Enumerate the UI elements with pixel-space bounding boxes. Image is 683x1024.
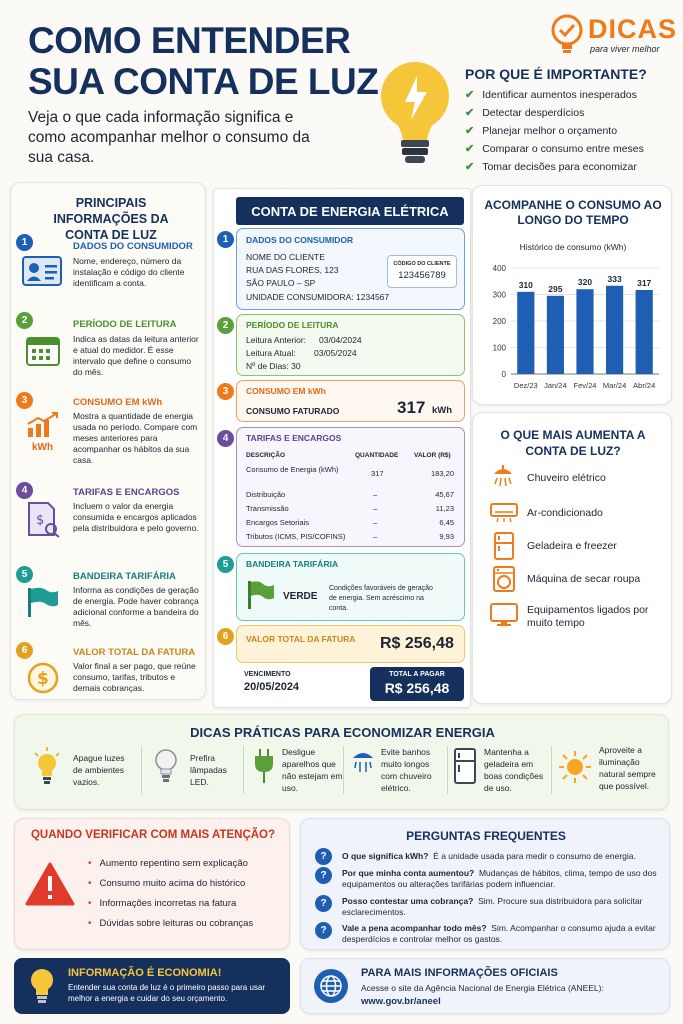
why-item: Planejar melhor o orçamento <box>482 124 618 137</box>
official-link[interactable]: www.gov.br/aneel <box>361 996 441 1007</box>
attention-item: Consumo muito acima do histórico <box>99 878 246 889</box>
prev-reading-label: Leitura Anterior: <box>246 335 307 345</box>
shower-icon <box>490 464 516 490</box>
info-item-text: Informa as condições de geração de energia. Pode haver cobrança adicional conforme a bandeira do mês. <box>73 585 199 628</box>
why-list <box>465 88 675 178</box>
question-icon: ? <box>315 922 332 939</box>
row-value: 11,23 <box>435 504 454 513</box>
section-title: TARIFAS E ENCARGOS <box>246 433 342 443</box>
tip-item: Mantenha a geladeira em boas condições de uso. <box>484 747 544 793</box>
x-tick-label: Fev/24 <box>573 381 597 390</box>
faq-question: Por que minha conta aumentou? <box>342 868 475 878</box>
brand-name: DICAS <box>588 14 678 44</box>
row-desc: Consumo de Energia (kWh) <box>246 465 339 474</box>
brand-tagline: para viver melhor <box>590 44 660 54</box>
faq-answer: Sim. Acompanhar o consumo ajuda a evitar desperdícios e controlar melhor os gastos. <box>342 923 656 944</box>
official-text: Acesse o site da Agência Nacional de Energia Elétrica (ANEEL): <box>361 983 604 993</box>
section-title: CONSUMO EM kWh <box>246 386 326 396</box>
info-item-1 <box>16 234 206 304</box>
client-city: SÃO PAULO – SP <box>246 278 316 288</box>
tip-item: Apague luzes de ambientes vazios. <box>73 753 125 787</box>
official-panel <box>300 958 670 1014</box>
row-value: 9,93 <box>439 532 454 541</box>
info-item-6 <box>16 642 206 702</box>
data-label: 317 <box>637 277 652 288</box>
increase-title: O QUE MAIS AUMENTA A CONTA DE LUZ? <box>500 428 646 458</box>
info-banner <box>14 958 290 1014</box>
calendar-icon <box>26 334 60 366</box>
bar <box>576 289 593 374</box>
info-item-title: BANDEIRA TARIFÁRIA <box>73 571 176 582</box>
consumption-bar-chart <box>477 256 669 396</box>
page-title <box>28 20 378 102</box>
increase-item: Equipamentos ligados por muito tempo <box>527 604 649 629</box>
billed-consumption-value: 317 <box>397 398 426 417</box>
faq-item <box>315 895 665 918</box>
total-to-pay-label: TOTAL A PAGAR <box>389 671 445 678</box>
info-item-2 <box>16 312 206 388</box>
reading-days: Nº de Dias: 30 <box>246 361 301 371</box>
title-line-2: SUA CONTA DE LUZ <box>28 61 379 102</box>
lightbulb-icon <box>375 58 455 170</box>
row-qty: – <box>373 504 378 513</box>
y-tick-label: 300 <box>492 290 506 300</box>
row-qty: – <box>373 490 378 499</box>
number-badge: 6 <box>16 642 33 659</box>
row-desc: Encargos Setoriais <box>246 518 309 527</box>
consumer-unit: UNIDADE CONSUMIDORA: 1234567 <box>246 292 390 302</box>
trend-chart-icon <box>26 412 60 438</box>
bar <box>606 286 623 374</box>
bill-consumer-section <box>236 228 465 310</box>
lightbulb-icon <box>28 966 56 1006</box>
billed-consumption-unit: kWh <box>432 405 453 416</box>
faq-item <box>315 867 665 890</box>
x-tick-label: Jan/24 <box>544 381 567 390</box>
table-row <box>246 532 458 543</box>
attention-item: Informações incorretas na fatura <box>99 898 237 909</box>
tip-item: Aproveite a iluminação natural sempre que possível. <box>599 745 656 791</box>
bill-reading-section <box>236 314 465 376</box>
client-code-label: CÓDIGO DO CLIENTE <box>393 261 451 267</box>
data-label: 295 <box>548 283 563 294</box>
row-desc: Distribuição <box>246 490 286 499</box>
number-badge: 5 <box>217 556 234 573</box>
bill-flag-section <box>236 553 465 621</box>
number-badge: 6 <box>217 628 234 645</box>
bar <box>517 292 534 374</box>
faq-answer: É a unidade usada para medir o consumo de energia. <box>433 851 636 861</box>
number-badge: 4 <box>16 482 33 499</box>
client-code-box <box>387 255 457 288</box>
tip-divider <box>551 746 552 794</box>
section-title: PERÍODO DE LEITURA <box>246 320 339 330</box>
attention-title: QUANDO VERIFICAR COM MAIS ATENÇÃO? <box>30 829 276 841</box>
section-title: BANDEIRA TARIFÁRIA <box>246 559 339 569</box>
number-badge: 2 <box>16 312 33 329</box>
increase-item: Chuveiro elétrico <box>527 472 606 484</box>
row-desc: Tributos (ICMS, PIS/COFINS) <box>246 532 346 541</box>
info-item-title: DADOS DO CONSUMIDOR <box>73 241 193 252</box>
shower-icon <box>350 748 376 780</box>
sun-icon <box>558 750 592 784</box>
curr-reading-date: 03/05/2024 <box>314 348 357 358</box>
col-description: DESCRIÇÃO <box>246 452 286 459</box>
faq-item <box>315 922 665 945</box>
bullet-icon: • <box>88 918 92 929</box>
faq-answer: Sim. Procure sua distribuidora para solicitar esclarecimentos. <box>342 896 643 917</box>
question-icon: ? <box>315 895 332 912</box>
bullet-icon: • <box>88 858 92 869</box>
tip-item: Desligue aparelhos que não estejam em uso. <box>282 747 343 793</box>
fridge-icon <box>454 748 476 784</box>
svg-text:$: $ <box>36 513 45 528</box>
row-value: 6,45 <box>439 518 454 527</box>
bullet-icon: • <box>88 878 92 889</box>
client-code: 123456789 <box>398 270 446 281</box>
x-tick-label: Dez/23 <box>513 381 538 390</box>
data-label: 333 <box>607 273 622 284</box>
info-banner-title: INFORMAÇÃO É ECONOMIA! <box>68 967 222 979</box>
increase-item: Ar-condicionado <box>527 507 603 519</box>
why-title: POR QUE É IMPORTANTE? <box>465 66 647 82</box>
total-to-pay-box <box>370 667 464 701</box>
warning-icon <box>25 862 75 906</box>
attention-item: Aumento repentino sem explicação <box>99 858 248 869</box>
why-item: Detectar desperdícios <box>482 106 585 119</box>
bill-consumption-section <box>236 380 465 422</box>
table-row <box>246 518 458 529</box>
info-banner-text: Entender sua conta de luz é o primeiro passo para usar melhor a energia e cuidar do seu orçamento. <box>68 983 266 1003</box>
info-item-text: Incluem o valor da energia consumida e encargos aplicados pela distribuidora e pelo governo. <box>73 501 199 533</box>
bar <box>547 296 564 374</box>
plug-icon <box>253 748 275 784</box>
monitor-icon <box>490 603 518 627</box>
data-label: 310 <box>518 279 533 290</box>
row-value: 45,67 <box>435 490 454 499</box>
history-title: ACOMPANHE O CONSUMO AO LONGO DO TEMPO <box>484 198 662 227</box>
lightbulb-check-icon <box>548 12 588 56</box>
question-icon: ? <box>315 848 332 865</box>
table-row <box>246 490 458 501</box>
faq-answer: Mudanças de hábitos, clima, tempo de uso dos equipamentos ou alterações tarifárias podem influenciar. <box>342 868 657 889</box>
tip-item: Prefira lâmpadas LED. <box>190 753 227 787</box>
row-qty: – <box>373 532 378 541</box>
y-tick-label: 0 <box>501 370 506 379</box>
table-row <box>246 465 458 485</box>
row-desc: Transmissão <box>246 504 289 513</box>
row-value: 183,20 <box>431 469 454 478</box>
chart-title: Histórico de consumo (kWh) <box>519 242 627 252</box>
kwh-icon-label: kWh <box>32 442 54 453</box>
why-item: Comparar o consumo entre meses <box>482 142 644 155</box>
info-item-title: CONSUMO EM kWh <box>73 397 163 408</box>
tips-title: DICAS PRÁTICAS PARA ECONOMIZAR ENERGIA <box>190 725 495 740</box>
bill-tariffs-section <box>236 427 465 547</box>
info-item-title: VALOR TOTAL DA FATURA <box>73 647 196 658</box>
number-badge: 3 <box>16 392 33 409</box>
data-label: 320 <box>577 277 593 288</box>
info-item-text: Nome, endereço, número da instalação e código do cliente identificam a conta. <box>73 256 185 288</box>
total-to-pay-value: R$ 256,48 <box>384 680 450 696</box>
check-icon: ✔ <box>465 143 475 155</box>
fridge-icon <box>494 532 514 560</box>
check-icon: ✔ <box>465 107 475 119</box>
prev-reading-date: 03/04/2024 <box>319 335 362 345</box>
due-date: 20/05/2024 <box>244 681 300 693</box>
info-item-5 <box>16 566 206 638</box>
led-bulb-icon <box>153 748 179 786</box>
number-badge: 3 <box>217 383 234 400</box>
info-item-text: Indica as datas da leitura anterior e atual do medidor. É esse intervalo que define o consumo do mês. <box>73 334 199 377</box>
info-item-text: Valor final a ser pago, que reúne consumo, tarifas, tributos e demais cobranças. <box>73 661 196 693</box>
check-icon: ✔ <box>465 89 475 101</box>
faq-question: Posso contestar uma cobrança? <box>342 896 474 906</box>
check-icon: ✔ <box>465 161 475 173</box>
flag-description: Condições favoráveis de geração de energia. Sem acréscimo na conta. <box>329 585 433 612</box>
info-item-4 <box>16 482 206 554</box>
number-badge: 5 <box>16 566 33 583</box>
check-icon: ✔ <box>465 125 475 137</box>
air-conditioner-icon <box>490 503 518 523</box>
table-row <box>246 504 458 515</box>
bullet-icon: • <box>88 898 92 909</box>
number-badge: 1 <box>217 231 234 248</box>
globe-icon <box>313 968 349 1004</box>
attention-item: Dúvidas sobre leituras ou cobranças <box>99 918 254 929</box>
section-title: DADOS DO CONSUMIDOR <box>246 235 354 245</box>
faq-title: PERGUNTAS FREQUENTES <box>406 829 566 843</box>
lightbulb-icon <box>32 746 62 786</box>
id-card-icon <box>22 256 62 286</box>
number-badge: 4 <box>217 430 234 447</box>
flag-color: VERDE <box>283 591 318 602</box>
info-item-title: PERÍODO DE LEITURA <box>73 319 177 330</box>
invoice-icon <box>26 502 60 538</box>
info-item-title: TARIFAS E ENCARGOS <box>73 487 180 498</box>
svg-text:$: $ <box>37 669 49 689</box>
x-tick-label: Abr/24 <box>633 381 656 390</box>
increase-item: Geladeira e freezer <box>527 540 617 552</box>
history-panel <box>472 185 672 405</box>
official-title: PARA MAIS INFORMAÇÕES OFICIAIS <box>361 967 558 979</box>
question-icon: ? <box>315 867 332 884</box>
section-title: VALOR TOTAL DA FATURA <box>246 634 356 644</box>
green-flag-icon <box>247 580 275 610</box>
y-tick-label: 200 <box>492 317 506 326</box>
client-street: RUA DAS FLORES, 123 <box>246 265 339 275</box>
faq-item <box>315 848 665 862</box>
y-tick-label: 100 <box>492 343 506 353</box>
curr-reading-label: Leitura Atual: <box>246 348 296 358</box>
why-item: Identificar aumentos inesperados <box>482 88 637 101</box>
row-qty: – <box>373 518 378 527</box>
flag-icon <box>26 586 60 618</box>
total-value: R$ 256,48 <box>380 635 454 652</box>
tip-item: Evite banhos muito longos com chuveiro elétrico. <box>381 747 432 793</box>
tip-divider <box>343 746 344 794</box>
main-info-title: PRINCIPAIS INFORMAÇÕES DA CONTA DE LUZ <box>53 196 169 242</box>
page-subtitle: Veja o que cada informação significa e como acompanhar melhor o consumo da sua casa. <box>28 109 310 166</box>
why-item: Tomar decisões para economizar <box>482 160 637 173</box>
attention-list <box>88 858 284 938</box>
bill-header: CONTA DE ENERGIA ELÉTRICA <box>236 197 464 225</box>
tip-divider <box>141 746 142 794</box>
col-value: VALOR (R$) <box>414 452 451 459</box>
bill-total-section <box>236 625 465 663</box>
number-badge: 1 <box>16 234 33 251</box>
title-line-1: COMO ENTENDER <box>28 20 351 61</box>
due-label: VENCIMENTO <box>244 671 291 678</box>
tip-divider <box>447 746 448 794</box>
billed-consumption-label: CONSUMO FATURADO <box>246 406 340 416</box>
y-tick-label: 400 <box>492 264 506 273</box>
info-item-text: Mostra a quantidade de energia usada no período. Compare com meses anteriores para acompanhar os hábitos da sua casa. <box>73 411 198 465</box>
info-item-3 <box>16 392 206 476</box>
washing-machine-icon <box>493 566 515 592</box>
brand-logo <box>548 12 678 58</box>
number-badge: 2 <box>217 317 234 334</box>
x-tick-label: Mar/24 <box>602 381 627 390</box>
due-block <box>244 668 364 702</box>
bar <box>636 290 653 374</box>
faq-question: O que significa kWh? <box>342 851 429 861</box>
col-quantity: QUANTIDADE <box>355 452 399 459</box>
increase-item: Máquina de secar roupa <box>527 573 641 585</box>
client-name: NOME DO CLIENTE <box>246 252 325 262</box>
tip-divider <box>243 746 244 794</box>
faq-question: Vale a pena acompanhar todo mês? <box>342 923 487 933</box>
dollar-coin-icon <box>27 662 59 694</box>
row-qty: 317 <box>371 469 384 478</box>
